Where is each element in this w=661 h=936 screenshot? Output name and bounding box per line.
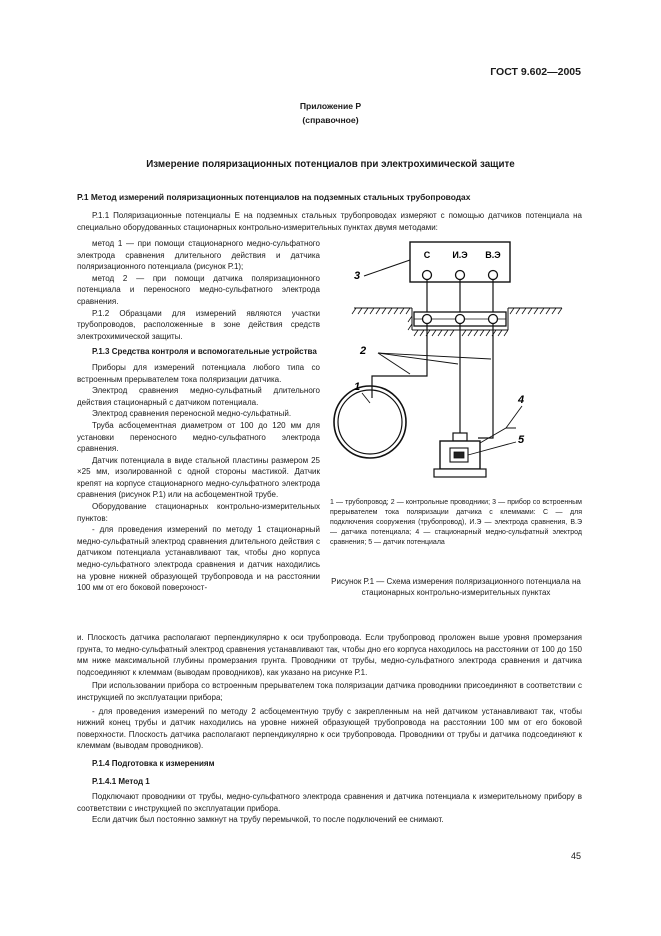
section-heading-p1: P.1 Метод измерений поляризационных потенциалов на подземных стальных трубопроводах xyxy=(77,192,471,202)
callout-2: 2 xyxy=(360,345,367,357)
pit-terminal-ve xyxy=(489,315,498,324)
paragraph-devices: Приборы для измерений потенциала любого типа со встроенным прерывателем тока поляризации датчика. xyxy=(77,362,320,384)
callout-line-4 xyxy=(480,428,516,443)
paragraph-dash-method2: - для проведения измерений по методу 2 асбоцементную трубу с закрепленным на ней датчиком устанавливают так, чтобы нижний конец трубы и датчик находились на уровне нижней образующей трубопровода на расстоянии 100 мм от его боковой поверхности. Плоскость датчика располагают перпендикулярно к оси трубопровода. Проводники от трубы и датчика подсоединяют к клеммам (выводам проводников). xyxy=(77,706,582,751)
section-heading-1-4-1: Р.1.4.1 Метод 1 xyxy=(92,776,150,786)
paragraph-equipment: Оборудование стационарных контрольно-измерительных пунктов: xyxy=(77,502,320,523)
pit-terminal-ie xyxy=(456,315,465,324)
terminal-c xyxy=(423,271,432,280)
full-width-body xyxy=(77,632,582,826)
paragraph-sensor: Датчик потенциала в виде стальной пластины размером 25 ×25 мм, изолированной с одной стороны мастикой. Датчик крепят на корпусе стационарного медно-сульфатного электрода сравнения (рисунок Р.1) или на асбоцементной трубе. xyxy=(77,455,320,500)
paragraph-p-1-2: Р.1.2 Образцами для измерений являются участки трубопроводов, расположенные в зоне действия средств электрохимической защиты. xyxy=(77,308,320,341)
left-column xyxy=(77,238,320,594)
paragraph-interrupter: При использовании прибора со встроенным прерывателем тока поляризации датчика проводники присоединяют в соответствии с инструкцией по эксплуатации прибора; xyxy=(77,681,582,702)
pit-terminal-c xyxy=(423,315,432,324)
appendix-heading xyxy=(78,99,583,127)
callout-3: 3 xyxy=(354,270,361,282)
callout-line-3 xyxy=(364,260,410,276)
callout-line-2c xyxy=(378,353,491,359)
callout-line-1 xyxy=(362,393,370,403)
paragraph-dash-method1: - для проведения измерений по методу 1 стационарный медно-сульфатный электрод сравнения длительного действия с датчиком потенциала устанавливают так, чтобы дно корпуса медно-сульфатного электрода сравнения и датчик находились на уровне нижней образующей трубопровода и на расстоянии 100 мм от его боковой поверхност- xyxy=(77,525,320,593)
figure-caption: Рисунок Р.1 — Схема измерения поляризационного потенциала на стационарных контрольно-измерительных пунктах xyxy=(331,577,581,597)
callout-1: 1 xyxy=(354,381,361,393)
page-number: 45 xyxy=(570,851,581,861)
paragraph-electrode-portable: Электрод сравнения переносной медно-сульфатный. xyxy=(92,409,292,419)
wire-sensor xyxy=(478,324,493,438)
paragraph-method2: метод 2 — при помощи датчика поляризационного потенциала и переносного медно-сульфатного электрода сравнения. xyxy=(77,273,320,306)
callout-line-2b xyxy=(378,353,458,364)
appendix-title: Приложение Р xyxy=(299,101,362,111)
pipeline xyxy=(334,386,406,458)
paragraph-p-1-1: Р.1.1 Поляризационные потенциалы E на подземных стальных трубопроводах измеряют с помощью датчиков потенциала на специально оборудованных стационарных контрольно-измерительных пунктах двумя методами: xyxy=(77,211,582,232)
terminal-ve xyxy=(489,271,498,280)
appendix-subtitle: (справочное) xyxy=(302,115,359,125)
section-heading-1-4: Р.1.4 Подготовка к измерениям xyxy=(92,758,215,768)
measurement-scheme xyxy=(330,238,582,488)
paragraph-tube: Труба асбоцементная диаметром от 100 до 120 мм для установки переносного медно-сульфатного электрода сравнения. xyxy=(77,420,320,454)
terminal-label-c: С xyxy=(423,250,431,260)
paragraph-method1: метод 1 — при помощи стационарного медно-сульфатного электрода сравнения длительного действия и датчика поляризационного потенциала (рисунок Р.1); xyxy=(77,239,320,272)
callout-5: 5 xyxy=(518,434,525,446)
callout-4: 4 xyxy=(518,394,525,406)
terminal-label-ie: И.Э xyxy=(452,250,468,260)
main-title: Измерение поляризационных потенциалов при электрохимической защите xyxy=(146,159,515,170)
paragraph-electrode-long: Электрод сравнения медно-сульфатный длительного действия стационарный с датчиком потенциала. xyxy=(77,386,320,407)
terminal-label-ve: В.Э xyxy=(485,250,501,260)
figure-diagram xyxy=(330,238,582,488)
figure-legend: 1 — трубопровод; 2 — контрольные проводники; 3 — прибор со встроенным прерывателем тока поляризации датчика с клеммами: С — для подключения сооружения (трубопровод), И.Э — электрода сравнения, В.Э — датчика потенциала; 4 — стационарный медно-сульфатный электрод сравнения; 5 — датчик потенциала xyxy=(330,499,582,546)
callout-line-2a xyxy=(378,353,410,374)
paragraph-dash-method1-cont: и. Плоскость датчика располагают перпендикулярно к оси трубопровода. Если трубопровод проложен выше уровня промерзания грунта, то медно-сульфатный электрод сравнения устанавливают так, чтобы дно его корпуса находилось на расстоянии от 100 до 150 мм ниже максимальной глубины промерзания грунта. Проводники от трубы, медно-сульфатного электрода сравнения и датчика подсоединяют к клеммам (выводам проводников), как указано на рисунке Р.1. xyxy=(77,633,582,677)
terminal-ie xyxy=(456,271,465,280)
section-heading-1-3: Р.1.3 Средства контроля и вспомогательные устройства xyxy=(92,347,317,357)
paragraph-jumper: Если датчик был постоянно замкнут на трубу перемычкой, то после подключений ее снимают. xyxy=(92,815,444,825)
paragraph-connect: Подключают проводники от трубы, медно-сульфатного электрода сравнения и датчика потенциала к измерительному прибору в соответствии с инструкцией по эксплуатации прибора. xyxy=(77,792,582,813)
document-header: ГОСТ 9.602—2005 xyxy=(490,66,581,78)
